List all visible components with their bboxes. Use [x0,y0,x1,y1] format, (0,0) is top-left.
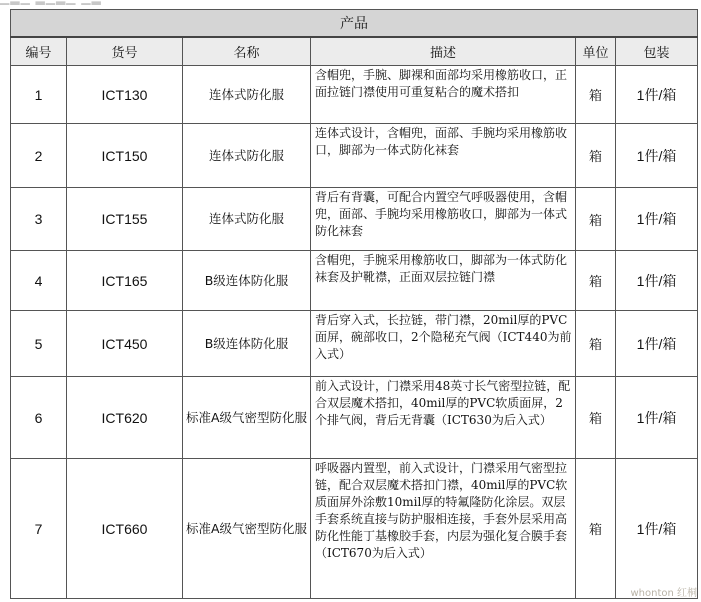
table-header-row [11,37,698,66]
product-description: 含帽兜，手腕、脚裸和面部均采用橡筋收口，正面拉链门襟使用可重复粘合的魔术搭扣 [311,66,576,124]
header-packaging: 包装 [616,37,698,66]
row-number: 5 [11,311,67,377]
row-number: 4 [11,251,67,311]
table-row [11,377,698,459]
product-description: 呼吸器内置型，前入式设计，门襟采用气密型拉链，配合双层魔术搭扣门襟，40mil厚的PVC软质面屏外涂敷10mil厚的特氟隆防化涂层。双层手套系统直接与防护服相连接，手套外层采用高防化性能丁基橡胶手套，内层为强化复合膜手套（ICT670为后入式） [311,459,576,599]
table-row [11,251,698,311]
product-description: 含帽兜，手腕采用橡筋收口，脚部为一体式防化袜套及护靴襟，正面双层拉链门襟 [311,251,576,311]
header-item-code: 货号 [67,37,183,66]
product-name: 连体式防化服 [183,188,311,251]
unit: 箱 [576,377,616,459]
packaging: 1件/箱 [616,459,698,599]
item-code: ICT450 [67,311,183,377]
table-row [11,459,698,599]
table-row [11,66,698,124]
unit: 箱 [576,124,616,188]
product-name: 连体式防化服 [183,66,311,124]
product-description: 背后有背囊，可配合内置空气呼吸器使用，含帽兜，面部、手腕均采用橡筋收口，脚部为一体式防化袜套 [311,188,576,251]
packaging: 1件/箱 [616,377,698,459]
header-name: 名称 [183,37,311,66]
header-description: 描述 [311,37,576,66]
packaging: 1件/箱 [616,188,698,251]
row-number: 6 [11,377,67,459]
unit: 箱 [576,251,616,311]
row-number: 2 [11,124,67,188]
packaging: 1件/箱 [616,251,698,311]
unit: 箱 [576,459,616,599]
item-code: ICT150 [67,124,183,188]
row-number: 1 [11,66,67,124]
packaging: 1件/箱 [616,66,698,124]
unit: 箱 [576,311,616,377]
item-code: ICT130 [67,66,183,124]
item-code: ICT620 [67,377,183,459]
unit: 箱 [576,66,616,124]
product-name: B级连体防化服 [183,251,311,311]
product-name: 标准A级气密型防化服 [183,377,311,459]
packaging: 1件/箱 [616,124,698,188]
item-code: ICT660 [67,459,183,599]
product-description: 背后穿入式，长拉链，带门襟，20mil厚的PVC面屏，碗部收口，2个隐秘充气阀（ICT440为前入式） [311,311,576,377]
item-code: ICT165 [67,251,183,311]
product-description: 前入式设计，门襟采用48英寸长气密型拉链，配合双层魔术搭扣，40mil厚的PVC软质面屏，2个排气阀，背后无背囊（ICT630为后入式） [311,377,576,459]
table-row [11,188,698,251]
cropped-heading-fragment [0,0,701,8]
product-name: 连体式防化服 [183,124,311,188]
watermark-logo-text: whonton 红桐 [630,588,697,599]
table-row [11,311,698,377]
unit: 箱 [576,188,616,251]
product-name: B级连体防化服 [183,311,311,377]
row-number: 7 [11,459,67,599]
packaging: 1件/箱 [616,311,698,377]
header-number: 编号 [11,37,67,66]
table-title: 产品 [11,10,698,38]
item-code: ICT155 [67,188,183,251]
row-number: 3 [11,188,67,251]
product-name: 标准A级气密型防化服 [183,459,311,599]
table-row [11,124,698,188]
product-table [10,9,698,599]
product-description: 连体式设计，含帽兜，面部、手腕均采用橡筋收口，脚部为一体式防化袜套 [311,124,576,188]
header-unit: 单位 [576,37,616,66]
